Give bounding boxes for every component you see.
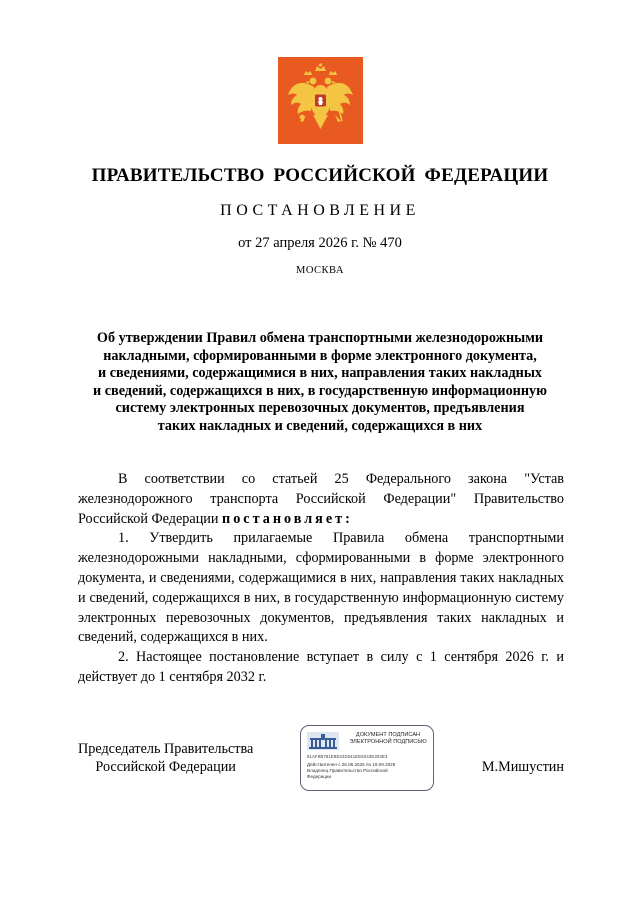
document-body bbox=[78, 470, 564, 688]
certificate-details bbox=[307, 762, 429, 779]
subject-line: систему электронных перевозочных документов, предъявления bbox=[115, 400, 525, 417]
issue-city: МОСКВА bbox=[296, 265, 344, 276]
signatory-name: М.Мишустин bbox=[481, 759, 564, 775]
subject-line: и сведений, содержащихся в них, в государственную информационную bbox=[93, 382, 547, 399]
certificate-validity: Действителен с 26.06.2025 по 19.09.2026 bbox=[307, 762, 396, 767]
subject-line: Об утверждении Правил обмена транспортными железнодорожными bbox=[96, 330, 544, 346]
certificate-serial: 51AF8B781E9E42D041EE5043E303E3 bbox=[307, 754, 388, 759]
subject-line: накладными, сформированными в форме электронного документа, bbox=[103, 347, 537, 364]
document-date-number: от 27 апреля 2026 г. № 470 bbox=[238, 235, 402, 251]
government-building-icon bbox=[307, 732, 339, 750]
stamp-heading bbox=[345, 732, 431, 746]
electronic-signature-stamp bbox=[300, 725, 434, 791]
signatory-position bbox=[78, 740, 253, 776]
document-type: ПОСТАНОВЛЕНИЕ bbox=[220, 202, 420, 219]
clause-1-paragraph: 1. Утвердить прилагаемые Правила обмена транспортными железнодорожными накладными, сформированными в форме электронного документа, и сведениями, содержащимися в них, направления таких накладных и сведений, содержащихся в них, в государственную информационную систему электронных перевозочных документов, предъявления таких накладных и сведений, содержащихся в них. bbox=[78, 530, 564, 646]
signatory-position-line: Российской Федерации bbox=[95, 759, 236, 775]
signatory-position-line: Председатель Правительства bbox=[78, 741, 254, 757]
subject-line: таких накладных и сведений, содержащихся в них bbox=[157, 417, 483, 434]
clause-2-paragraph: 2. Настоящее постановление вступает в силу с 1 сентября 2026 г. и действует до 1 сентября 2032 г. bbox=[78, 649, 564, 685]
resolves-word: постановляет: bbox=[222, 510, 353, 527]
stamp-heading-line: ЭЛЕКТРОННОЙ ПОДПИСЬЮ bbox=[349, 739, 427, 745]
document-subject bbox=[70, 330, 570, 436]
coat-of-arms-emblem-icon bbox=[278, 57, 363, 144]
stamp-heading-line: ДОКУМЕНТ ПОДПИСАН bbox=[355, 732, 421, 738]
certificate-owner: Федерации bbox=[307, 773, 332, 779]
preamble-paragraph bbox=[78, 470, 564, 529]
subject-line: и сведениями, содержащимися в них, направления таких накладных bbox=[98, 365, 542, 382]
issuer-title: ПРАВИТЕЛЬСТВО РОССИЙСКОЙ ФЕДЕРАЦИИ bbox=[91, 165, 549, 186]
preamble-text: В соответствии со статьей 25 Федерального закона "Устав железнодорожного транспорта Российской Федерации" Правительство Российской Федерации bbox=[78, 471, 564, 527]
certificate-owner: Владелец Правительство Российской bbox=[307, 767, 388, 773]
